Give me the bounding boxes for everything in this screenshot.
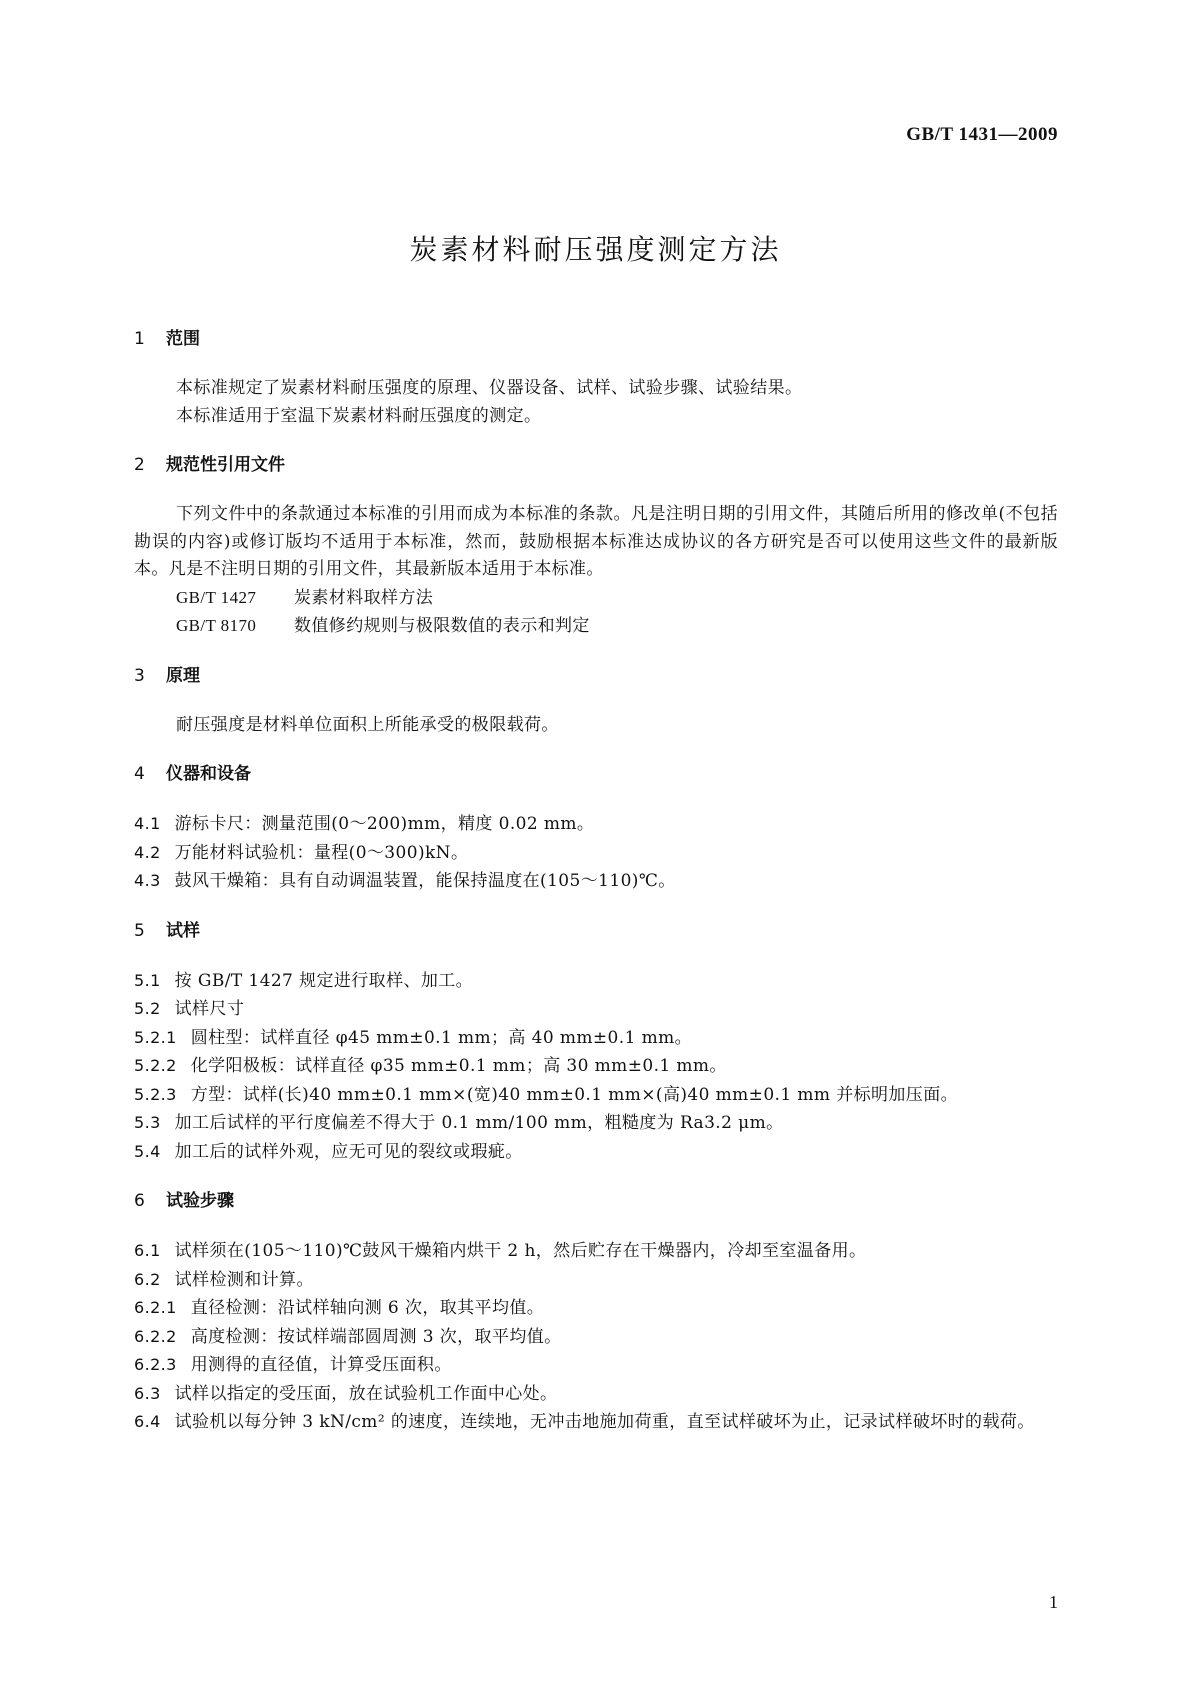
page-number: 1: [1049, 1592, 1058, 1612]
section-number: 5: [134, 920, 145, 941]
section-heading-principle: [134, 663, 1058, 690]
clause: [134, 1351, 1058, 1380]
document-title: 炭素材料耐压强度测定方法: [409, 233, 782, 266]
clause: [134, 1081, 1058, 1110]
paragraph: 本标准规定了炭素材料耐压强度的原理、仪器设备、试样、试验步骤、试验结果。: [176, 378, 803, 398]
section-number: 1: [134, 329, 145, 349]
section-title: 范围: [166, 329, 200, 349]
clause: [134, 1408, 1058, 1437]
clause-number: 6.2.3: [134, 1355, 177, 1374]
clause-text: 化学阳极板：试样直径 φ35 mm±0.1 mm；高 30 mm±0.1 mm。: [190, 1056, 727, 1076]
section-heading-scope: [134, 326, 1058, 353]
clause-text: 直径检测：沿试样轴向测 6 次，取其平均值。: [190, 1298, 545, 1318]
reference-title: 炭素材料取样方法: [294, 587, 434, 608]
reference-item: [134, 584, 1058, 613]
clause-number: 4.1: [134, 814, 161, 833]
section-number: 6: [134, 1191, 145, 1211]
clause-number: 5.3: [134, 1113, 161, 1132]
clause-text: 用测得的直径值，计算受压面积。: [190, 1355, 452, 1375]
paragraph: 耐压强度是材料单位面积上所能承受的极限载荷。: [176, 714, 559, 735]
reference-title: 数值修约规则与极限数值的表示和判定: [294, 616, 590, 636]
clause-number: 6.2.1: [134, 1298, 177, 1317]
clause-text: 圆柱型：试样直径 φ45 mm±0.1 mm；高 40 mm±0.1 mm。: [190, 1027, 693, 1048]
clause: [134, 1380, 1058, 1409]
clause: [134, 1266, 1058, 1295]
clause: [134, 1052, 1058, 1081]
section-number: 2: [134, 455, 145, 475]
section-heading-apparatus: [134, 761, 1058, 788]
section-heading-specimen: [134, 918, 1058, 945]
reference-item: [134, 612, 1058, 641]
clause-number: 5.1: [134, 970, 161, 990]
section-heading-test-procedure: [134, 1188, 1058, 1215]
clause-text: 加工后的试样外观，应无可见的裂纹或瑕疵。: [174, 1141, 523, 1162]
clause: [134, 839, 1058, 868]
section-title: 试验步骤: [166, 1191, 234, 1211]
clause-number: 5.2.1: [134, 1027, 177, 1047]
clause-number: 5.2.2: [134, 1056, 177, 1075]
clause-number: 5.4: [134, 1141, 161, 1161]
section-heading-normative-references: [134, 452, 1058, 479]
clause-text: 方型：试样(长)40 mm±0.1 mm×(宽)40 mm±0.1 mm×(高)40 mm±0.1 mm 并标明加压面。: [190, 1084, 959, 1105]
clause-text: 试验机以每分钟 3 kN/cm² 的速度，连续地，无冲击地施加荷重，直至试样破坏为止，记录试样破坏时的载荷。: [174, 1412, 1035, 1432]
clause-number: 6.2: [134, 1269, 161, 1289]
paragraph: 本标准适用于室温下炭素材料耐压强度的测定。: [176, 405, 542, 426]
clause-text: 鼓风干燥箱：具有自动调温装置，能保持温度在(105～110)℃。: [174, 871, 676, 891]
clause: [134, 995, 1058, 1024]
reference-code: GB/T 1427: [176, 587, 257, 607]
paragraph: 下列文件中的条款通过本标准的引用而成为本标准的条款。凡是注明日期的引用文件，其随后所用的修改单(不包括勘误的内容)或修订版均不适用于本标准，然而，鼓励根据本标准达成协议的各方研究是否可以使用这些文件的最新版本。凡是不注明日期的引用文件，其最新版本适用于本标准。: [134, 504, 1058, 579]
clause: [134, 1138, 1058, 1167]
clause-number: 6.4: [134, 1412, 161, 1431]
clause-number: 4.2: [134, 842, 161, 862]
standard-code: GB/T 1431—2009: [906, 124, 1058, 145]
clause-text: 高度检测：按试样端部圆周测 3 次，取平均值。: [190, 1326, 562, 1347]
document-body: [134, 326, 1058, 1437]
clause-number: 6.2.2: [134, 1326, 177, 1346]
section-title: 原理: [166, 665, 200, 686]
clause-text: 试样尺寸: [174, 999, 245, 1019]
clause: [134, 1024, 1058, 1053]
clause-text: 按 GB/T 1427 规定进行取样、加工。: [174, 970, 474, 991]
clause-number: 5.2.3: [134, 1084, 177, 1104]
clause-number: 6.3: [134, 1383, 161, 1403]
clause-text: 游标卡尺：测量范围(0～200)mm，精度 0.02 mm。: [174, 814, 595, 834]
clause-text: 万能材料试验机：量程(0～300)kN。: [174, 842, 469, 863]
section-title: 规范性引用文件: [166, 455, 285, 475]
clause: [134, 810, 1058, 839]
clause: [134, 1323, 1058, 1352]
clause-text: 加工后试样的平行度偏差不得大于 0.1 mm/100 mm，粗糙度为 Ra3.2 μm。: [174, 1113, 784, 1133]
clause: [134, 1237, 1058, 1266]
clause-number: 6.1: [134, 1241, 161, 1260]
clause-number: 5.2: [134, 999, 161, 1018]
clause: [134, 967, 1058, 996]
section-title: 仪器和设备: [166, 764, 251, 784]
clause-text: 试样须在(105～110)℃鼓风干燥箱内烘干 2 h，然后贮存在干燥器内，冷却至室温备用。: [174, 1241, 867, 1261]
clause-number: 4.3: [134, 871, 161, 890]
section-title: 试样: [166, 920, 200, 941]
section-number: 3: [134, 665, 145, 686]
clause: [134, 1294, 1058, 1323]
clause: [134, 1109, 1058, 1138]
section-number: 4: [134, 764, 145, 784]
clause-text: 试样检测和计算。: [174, 1269, 314, 1290]
clause-text: 试样以指定的受压面，放在试验机工作面中心处。: [174, 1383, 558, 1404]
reference-code: GB/T 8170: [176, 616, 257, 635]
clause: [134, 867, 1058, 896]
